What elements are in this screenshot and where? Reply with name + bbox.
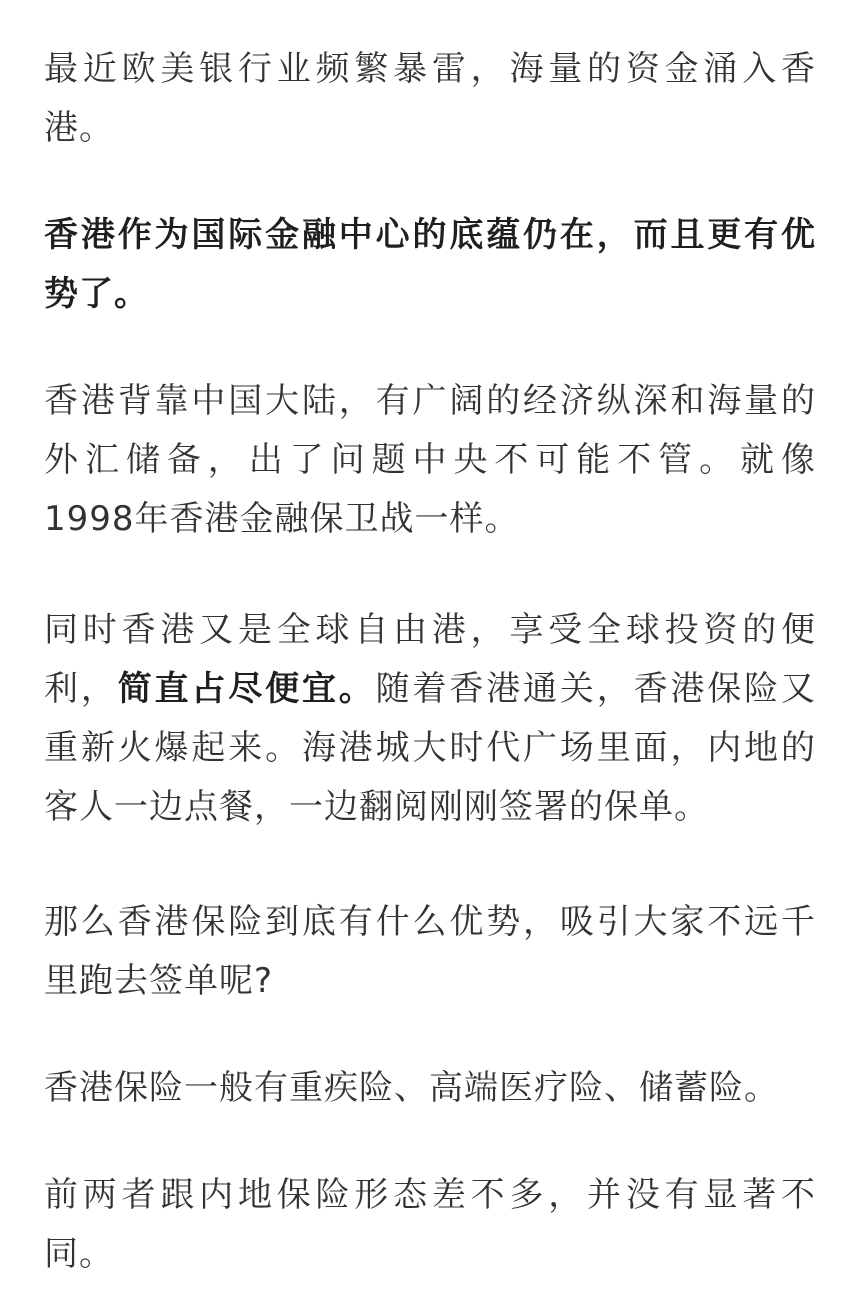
paragraph-line: 香港背靠中国大陆，有广阔的经济纵深和海量的 — [44, 381, 816, 421]
paragraph-line: 港。 — [44, 108, 114, 148]
paragraph-comparison — [44, 1166, 816, 1284]
paragraph-line: 1998年香港金融保卫战一样。 — [44, 499, 520, 539]
paragraph-question — [44, 893, 816, 1011]
paragraph-line: 同时香港又是全球自由港，享受全球投资的便 — [44, 610, 816, 650]
paragraph-line: 那么香港保险到底有什么优势，吸引大家不远千 — [44, 902, 816, 942]
paragraph-line: 香港保险一般有重疾险、高端医疗险、储蓄险。 — [44, 1068, 779, 1108]
paragraph-line: 里跑去签单呢? — [44, 961, 274, 1001]
paragraph-free-port — [44, 601, 816, 837]
paragraph-line: 香港作为国际金融中心的底蕴仍在，而且更有优 — [44, 215, 816, 255]
paragraph-line: 客人一边点餐，一边翻阅刚刚签署的保单。 — [44, 787, 709, 827]
paragraph-line-mixed — [44, 660, 816, 719]
paragraph-line: 势了。 — [44, 274, 149, 314]
text-run: 随着香港通关，香港保险又 — [375, 669, 817, 709]
paragraph-banking-crisis — [44, 40, 816, 158]
paragraph-line: 前两者跟内地保险形态差不多，并没有显著不 — [44, 1175, 816, 1215]
paragraph-insurance-types — [44, 1059, 816, 1118]
paragraph-hk-advantage-bold — [44, 206, 816, 324]
paragraph-line: 最近欧美银行业频繁暴雷，海量的资金涌入香 — [44, 49, 816, 89]
paragraph-line: 外汇储备，出了问题中央不可能不管。就像 — [44, 440, 816, 480]
paragraph-mainland-backing — [44, 372, 816, 549]
bold-text-run: 简直占尽便宜。 — [117, 669, 376, 709]
text-run: 利， — [44, 669, 118, 709]
paragraph-line: 同。 — [44, 1234, 114, 1274]
paragraph-line: 重新火爆起来。海港城大时代广场里面，内地的 — [44, 728, 816, 768]
